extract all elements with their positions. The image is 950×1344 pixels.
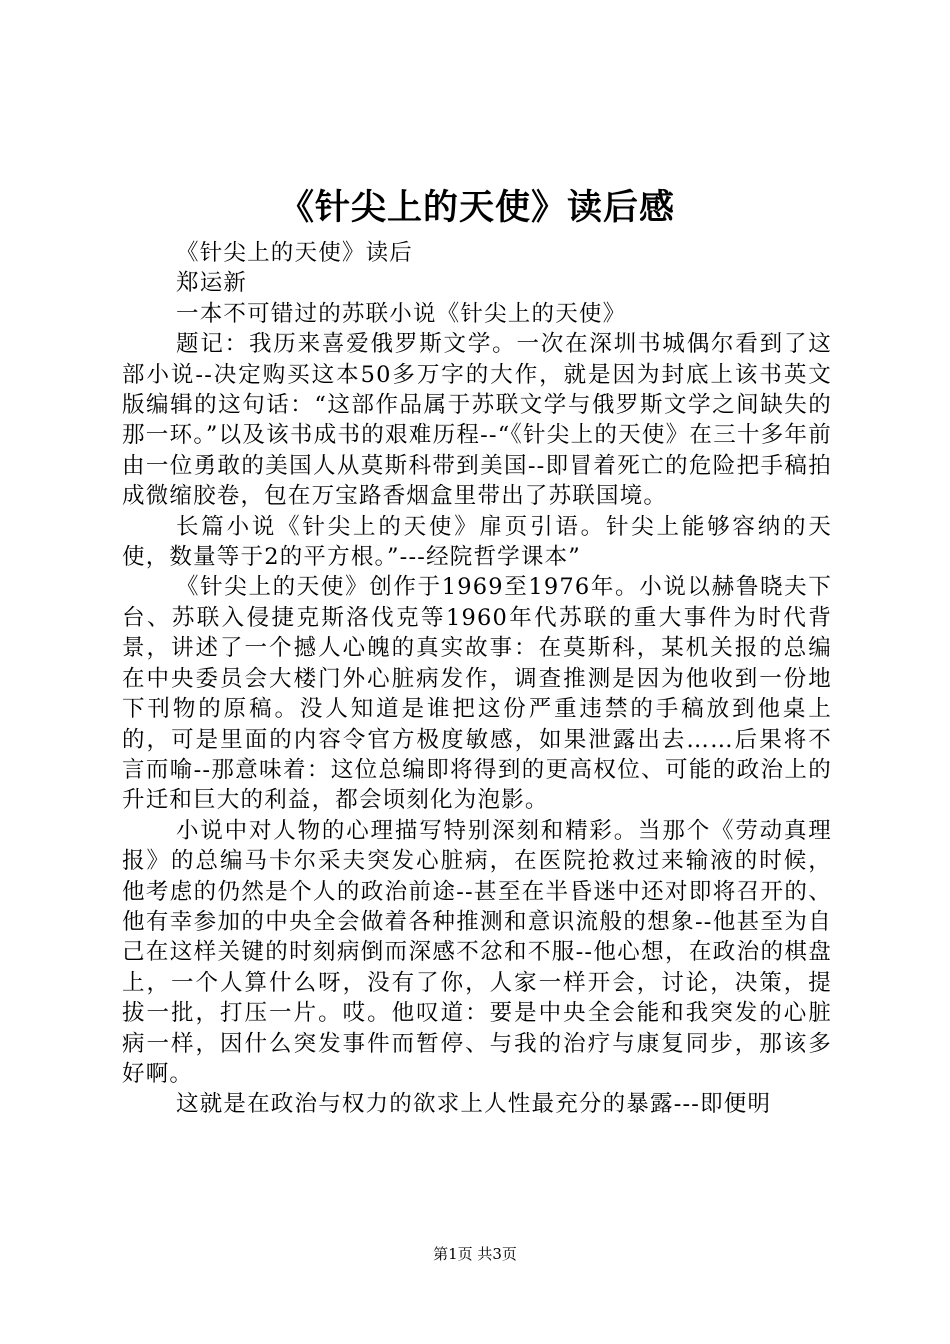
page-footer: 第1页 共3页 [433,1245,517,1263]
paragraph-quote: 长篇小说《针尖上的天使》扉页引语。针尖上能够容纳的天使，数量等于2的平方根。”---经院哲学课本” [122,513,832,571]
paragraph-epigraph: 题记：我历来喜爱俄罗斯文学。一次在深圳书城偶尔看到了这部小说--决定购买这本50多万字的大作，就是因为封底上该书英文版编辑的这句话：“这部作品属于苏联文学与俄罗斯文学之间缺失的那一环。”以及该书成书的艰难历程--“《针尖上的天使》在三十多年前由一位勇敢的美国人从莫斯科带到美国--即冒着死亡的危险把手稿拍成微缩胶卷，包在万宝路香烟盒里带出了苏联国境。 [122,331,832,510]
paragraph-subtitle: 《针尖上的天使》读后 [176,240,414,266]
paragraph-conclusion: 这就是在政治与权力的欲求上人性最充分的暴露---即便明 [176,1091,772,1118]
paragraph-analysis: 小说中对人物的心理描写特别深刻和精彩。当那个《劳动真理报》的总编马卡尔采夫突发心脏病，在医院抢救过来输液的时候，他考虑的仍然是个人的政治前途--甚至在半昏迷中还对即将召开的、他有幸参加的中央全会做着各种推测和意识流般的想象--他甚至为自己在这样关键的时刻病倒而深感不忿和不服--他心想，在政治的棋盘上，一个人算什么呀，没有了你，人家一样开会，讨论，决策，提拔一批，打压一片。哎。他叹道：要是中央全会能和我突发的心脏病一样，因什么突发事件而暂停、与我的治疗与康复同步，那该多好啊。 [122,817,832,1087]
paragraph-synopsis: 《针尖上的天使》创作于1969至1976年。小说以赫鲁晓夫下台、苏联入侵捷克斯洛伐克等1960年代苏联的重大事件为时代背景，讲述了一个撼人心魄的真实故事：在莫斯科，某机关报的总编在中央委员会大楼门外心脏病发作，调查推测是因为他收到一份地下刊物的原稿。没人知道是谁把这份严重违禁的手稿放到他桌上的，可是里面的内容令官方极度敏感，如果泄露出去……后果将不言而喻--那意味着：这位总编即将得到的更高权位、可能的政治上的升迁和巨大的利益，都会顷刻化为泡影。 [122,574,832,814]
document-body [122,238,832,1120]
document-title: 《针尖上的天使》读后感 [278,187,675,228]
document-page [122,0,832,1120]
paragraph-author: 郑运新 [176,270,248,297]
paragraph-heading: 一本不可错过的苏联小说《针尖上的天使》 [176,300,627,327]
